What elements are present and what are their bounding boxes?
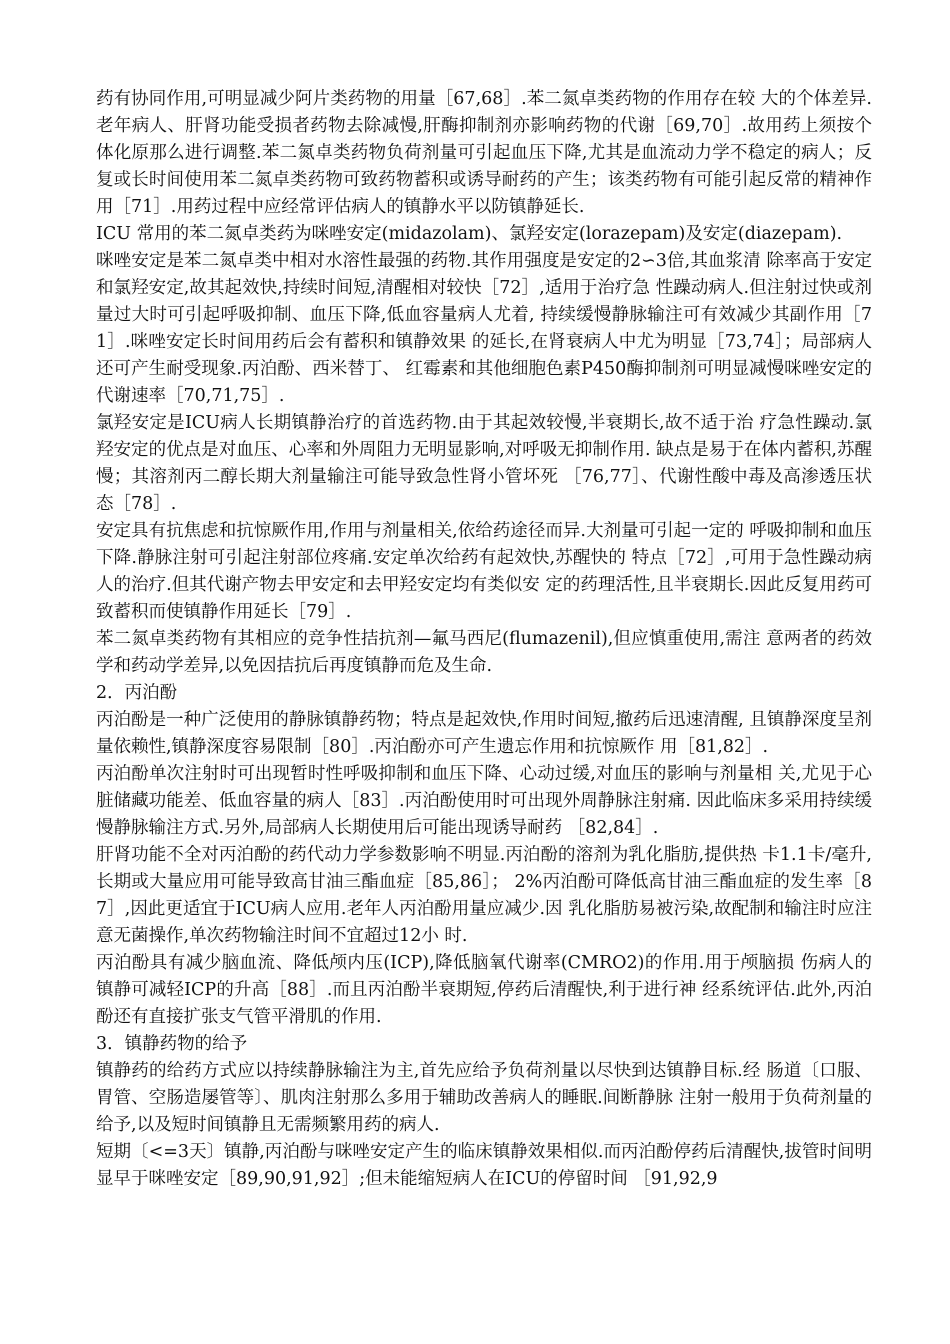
paragraph-benzodiazepine-intro: 药有协同作用,可明显减少阿片类药物的用量［67,68］.苯二氮卓类药物的作用存在较 大的个体差异.老年病人、肝肾功能受损者药物去除减慢,肝酶抑制剂亦影响药物的代谢［69,70］.故用药上须按个体化原那么进行调整.苯二氮卓类药物负荷剂量可引起血压下降,尤其是血流动力学不稳定的病人；反复或长时间使用苯二氮卓类药物可致药物蓄积或诱导耐药的产生；该类药物有可能引起反常的精神作用［71］.用药过程中应经常评估病人的镇静水平以防镇静延长. bbox=[96, 89, 872, 217]
paragraph-propofol-cerebral: 丙泊酚具有减少脑血流、降低颅内压(ICP),降低脑氧代谢率(CMRO2)的作用.用于颅脑损 伤病人的镇静可减轻ICP的升高［88］.而且丙泊酚半衰期短,停药后清醒快,利于进行神 经系统评估.此外,丙泊酚还有直接扩张支气管平滑肌的作用. bbox=[96, 953, 872, 1027]
paragraph-propofol-intro: 丙泊酚是一种广泛使用的静脉镇静药物；特点是起效快,作用时间短,撤药后迅速清醒, 且镇静深度呈剂量依赖性,镇静深度容易限制［80］.丙泊酚亦可产生遗忘作用和抗惊厥作 用［81,82］. bbox=[96, 710, 872, 757]
paragraph-short-term-sedation: 短期〔<=3天〕镇静,丙泊酚与咪唑安定产生的临床镇静效果相似.而丙泊酚停药后清醒快,拔管时间明显早于咪唑安定［89,90,91,92］;但未能缩短病人在ICU的停留时间 ［91,92,9 bbox=[96, 1142, 872, 1189]
section-heading-propofol: 2．丙泊酚 bbox=[96, 683, 178, 703]
paragraph-diazepam: 安定具有抗焦虑和抗惊厥作用,作用与剂量相关,依给药途径而异.大剂量可引起一定的 呼吸抑制和血压下降.静脉注射可引起注射部位疼痛.安定单次给药有起效快,苏醒快的 特点［72］,可用于急性躁动病人的治疗.但其代谢产物去甲安定和去甲羟安定均有类似安 定的药理活性,且半衰期长.因此反复用药可致蓄积而使镇静作用延长［79］. bbox=[96, 521, 872, 622]
section-heading-sedative-administration: 3．镇静药物的给予 bbox=[96, 1034, 248, 1054]
paragraph-flumazenil: 苯二氮卓类药物有其相应的竞争性拮抗剂—氟马西尼(flumazenil),但应慎重使用,需注 意两者的药效学和药动学差异,以免因拮抗后再度镇静而危及生命. bbox=[96, 629, 872, 676]
paragraph-icu-benzodiazepines: ICU 常用的苯二氮卓类药为咪唑安定(midazolam)、氯羟安定(lorazepam)及安定(diazepam). bbox=[96, 224, 843, 244]
paragraph-propofol-side-effects: 丙泊酚单次注射时可出现暂时性呼吸抑制和血压下降、心动过缓,对血压的影响与剂量相 关,尤见于心脏储藏功能差、低血容量的病人［83］.丙泊酚使用时可出现外周静脉注射痛. 因此临床多采用持续缓慢静脉输注方式.另外,局部病人长期使用后可能出现诱导耐药 ［82,84］. bbox=[96, 764, 872, 838]
paragraph-lorazepam: 氯羟安定是ICU病人长期镇静治疗的首选药物.由于其起效较慢,半衰期长,故不适于治 疗急性躁动.氯羟安定的优点是对血压、心率和外周阻力无明显影响,对呼吸无抑制作用. 缺点是易于在体内蓄积,苏醒慢；其溶剂丙二醇长期大剂量输注可能导致急性肾小管坏死 ［76,77］、代谢性酸中毒及高渗透压状态［78］. bbox=[96, 413, 872, 514]
paragraph-administration-route: 镇静药的给药方式应以持续静脉输注为主,首先应给予负荷剂量以尽快到达镇静目标.经 肠道〔口服、胃管、空肠造屡管等〕、肌肉注射那么多用于辅助改善病人的睡眠.间断静脉 注射一般用于负荷剂量的给予,以及短时间镇静且无需频繁用药的病人. bbox=[96, 1061, 872, 1135]
paragraph-midazolam: 咪唑安定是苯二氮卓类中相对水溶性最强的药物.其作用强度是安定的2∽3倍,其血浆清 除率高于安定和氯羟安定,故其起效快,持续时间短,清醒相对较快［72］,适用于治疗急 性躁动病人.但注射过快或剂量过大时可引起呼吸抑制、血压下降,低血容量病人尤着, 持续缓慢静脉输注可有效减少其副作用［71］.咪唑安定长时间用药后会有蓄积和镇静效果 的延长,在肾衰病人中尤为明显［73,74］；局部病人还可产生耐受现象.丙泊酚、西米替丁、 红霉素和其他细胞色素P450酶抑制剂可明显减慢咪唑安定的代谢速率［70,71,75］. bbox=[96, 251, 872, 406]
paragraph-propofol-pharmacokinetics: 肝肾功能不全对丙泊酚的药代动力学参数影响不明显.丙泊酚的溶剂为乳化脂肪,提供热 卡1.1卡/毫升,长期或大量应用可能导致高甘油三酯血症［85,86］； 2%丙泊酚可降低高甘油三酯血症的发生率［87］,因此更适宜于ICU病人应用.老年人丙泊酚用量应减少.因 乳化脂肪易被污染,故配制和输注时应注意无菌操作,单次药物输注时间不宜超过12小 时. bbox=[96, 845, 872, 946]
document-page bbox=[96, 86, 872, 1193]
